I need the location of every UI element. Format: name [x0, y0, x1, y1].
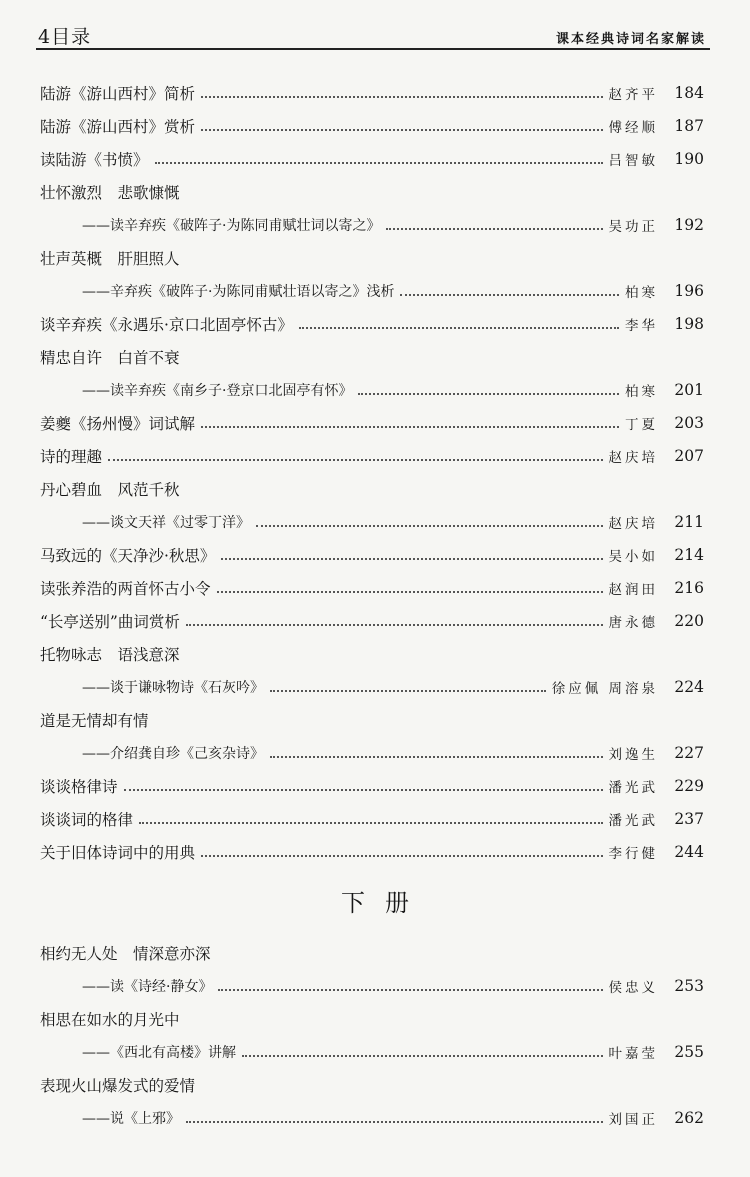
leader-dots: [218, 979, 602, 991]
toc-entry-page: 201: [674, 380, 704, 399]
toc-entry-author: 丁夏: [625, 416, 658, 433]
toc-entry[interactable]: [0, 1035, 750, 1068]
toc-entry-title: 相思在如水的月光中: [40, 1010, 180, 1029]
toc-entry-title: ——辛弃疾《破阵子·为陈同甫赋壮语以寄之》浅析: [82, 283, 395, 300]
toc-entry-author: 赵庆培: [608, 515, 658, 532]
toc-entry[interactable]: [0, 969, 750, 1002]
toc-entry-page: 198: [674, 314, 704, 333]
toc-entry[interactable]: [0, 802, 750, 835]
toc-entry-title: “长亭送别”曲词赏析: [40, 612, 180, 631]
toc-entry-title: ——介绍龚自珍《己亥杂诗》: [82, 745, 264, 762]
leader-dots: [358, 383, 619, 395]
toc-entry[interactable]: [0, 109, 750, 142]
leader-dots: [386, 218, 602, 230]
toc-entry[interactable]: [0, 274, 750, 307]
page-number-label: 4目录: [38, 26, 92, 48]
toc-entry[interactable]: [0, 604, 750, 637]
toc-entry[interactable]: [0, 670, 750, 703]
table-of-contents: [0, 76, 750, 1134]
book-title: 课本经典诗词名家解读: [555, 32, 706, 47]
leader-dots: [299, 317, 619, 329]
toc-entry-title: 诗的理趣: [40, 447, 103, 466]
section-title: 下册: [341, 889, 429, 917]
toc-entry[interactable]: [0, 307, 750, 340]
toc-entry-author: 傅经顺: [608, 119, 658, 136]
toc-entry-author: 刘逸生: [608, 746, 658, 763]
toc-heading: [0, 936, 750, 969]
toc-entry-title: 壮声英概 肝胆照人: [40, 249, 180, 268]
toc-entry-author: 柏寒: [625, 284, 658, 301]
toc-entry-author: 侯忠义: [608, 979, 658, 996]
toc-entry[interactable]: [0, 208, 750, 241]
toc-entry-title: 相约无人处 情深意亦深: [40, 944, 211, 963]
toc-entry-page: 224: [674, 677, 704, 696]
toc-entry-title: 姜夔《扬州慢》词试解: [40, 414, 196, 433]
toc-entry[interactable]: [0, 1101, 750, 1134]
toc-entry-page: 184: [674, 83, 704, 102]
toc-entry[interactable]: [0, 439, 750, 472]
leader-dots: [400, 284, 619, 296]
toc-entry-page: 192: [674, 215, 704, 234]
toc-entry-author: 潘光武: [608, 812, 658, 829]
toc-entry[interactable]: [0, 538, 750, 571]
leader-dots: [256, 515, 603, 527]
toc-entry-page: 214: [674, 545, 704, 564]
leader-dots: [270, 680, 546, 692]
toc-entry[interactable]: [0, 769, 750, 802]
toc-entry-page: 244: [674, 842, 704, 861]
toc-entry-title: ——《西北有高楼》讲解: [82, 1044, 236, 1061]
leader-dots: [155, 152, 603, 164]
toc-entry-page: 187: [674, 116, 704, 135]
leader-dots: [221, 548, 602, 560]
toc-entry-title: 精忠自许 白首不衰: [40, 348, 180, 367]
toc-entry-page: 255: [674, 1042, 704, 1061]
toc-entry-author: 唐永德: [608, 614, 658, 631]
toc-entry[interactable]: [0, 406, 750, 439]
leader-dots: [186, 614, 603, 626]
toc-entry[interactable]: [0, 76, 750, 109]
leader-dots: [186, 1111, 603, 1123]
page-header: [38, 18, 706, 50]
toc-entry-page: 262: [674, 1108, 704, 1127]
toc-entry-author: 徐应佩 周溶泉: [551, 680, 658, 697]
toc-entry-author: 吴小如: [608, 548, 658, 565]
leader-dots: [201, 416, 619, 428]
toc-entry-page: 196: [674, 281, 704, 300]
toc-entry-title: ——谈于谦咏物诗《石灰吟》: [82, 679, 264, 696]
toc-heading: [0, 703, 750, 736]
toc-entry-title: ——读辛弃疾《南乡子·登京口北固亭有怀》: [82, 382, 353, 399]
toc-entry[interactable]: [0, 736, 750, 769]
leader-dots: [217, 581, 603, 593]
toc-entry-title: 表现火山爆发式的爱情: [40, 1076, 196, 1095]
toc-entry-title: 马致远的《天净沙·秋思》: [40, 546, 216, 565]
toc-entry-page: 190: [674, 149, 704, 168]
leader-dots: [124, 779, 603, 791]
toc-heading: [0, 241, 750, 274]
toc-entry-author: 刘国正: [608, 1111, 658, 1128]
leader-dots: [201, 845, 602, 857]
toc-entry-author: 潘光武: [608, 779, 658, 796]
toc-entry-page: 229: [674, 776, 704, 795]
toc-entry-page: 227: [674, 743, 704, 762]
toc-heading: [0, 1068, 750, 1101]
toc-entry-title: 托物咏志 语浅意深: [40, 645, 180, 664]
toc-entry[interactable]: [0, 571, 750, 604]
toc-entry-page: 203: [674, 413, 704, 432]
toc-entry-title: 陆游《游山西村》赏析: [40, 117, 196, 136]
toc-entry[interactable]: [0, 142, 750, 175]
toc-entry-page: 220: [674, 611, 704, 630]
toc-entry-title: 谈辛弃疾《永遇乐·京口北固亭怀古》: [40, 315, 293, 334]
toc-entry-author: 赵庆培: [608, 449, 658, 466]
toc-entry-title: 读张养浩的两首怀古小令: [40, 579, 211, 598]
toc-entry-title: ——读《诗经·静女》: [82, 978, 213, 995]
toc-entry[interactable]: [0, 835, 750, 868]
toc-entry-page: 211: [674, 512, 704, 531]
toc-entry[interactable]: [0, 505, 750, 538]
toc-entry-author: 叶嘉莹: [608, 1045, 658, 1062]
toc-entry-author: 李华: [625, 317, 658, 334]
toc-heading: [0, 472, 750, 505]
toc-entry-title: 道是无情却有情: [40, 711, 149, 730]
toc-entry-title: 谈谈格律诗: [40, 777, 118, 796]
toc-entry-title: 关于旧体诗词中的用典: [40, 843, 196, 862]
toc-heading: [0, 175, 750, 208]
toc-entry-page: 253: [674, 976, 704, 995]
toc-upper-volume: [0, 76, 750, 868]
toc-lower-volume: [0, 936, 750, 1134]
toc-entry-title: ——谈文天祥《过零丁洋》: [82, 514, 250, 531]
toc-entry-author: 赵润田: [608, 581, 658, 598]
toc-entry-page: 216: [674, 578, 704, 597]
leader-dots: [139, 812, 602, 824]
toc-entry-title: 读陆游《书愤》: [40, 150, 149, 169]
toc-entry-author: 吴功正: [608, 218, 658, 235]
leader-dots: [242, 1045, 603, 1057]
toc-entry-title: 谈谈词的格律: [40, 810, 134, 829]
toc-entry-title: 丹心碧血 风范千秋: [40, 480, 180, 499]
toc-entry[interactable]: [0, 373, 750, 406]
toc-entry-title: 陆游《游山西村》简析: [40, 84, 196, 103]
toc-entry-page: 207: [674, 446, 704, 465]
leader-dots: [108, 449, 602, 461]
toc-entry-title: 壮怀激烈 悲歌慷慨: [40, 183, 180, 202]
toc-heading: [0, 1002, 750, 1035]
toc-entry-author: 吕智敏: [608, 152, 658, 169]
toc-heading: [0, 637, 750, 670]
toc-entry-title: ——读辛弃疾《破阵子·为陈同甫赋壮词以寄之》: [82, 217, 381, 234]
header-divider: [36, 48, 710, 50]
toc-heading: [0, 340, 750, 373]
leader-dots: [270, 746, 603, 758]
toc-entry-author: 赵齐平: [608, 86, 658, 103]
leader-dots: [201, 119, 602, 131]
toc-entry-title: ——说《上邪》: [82, 1110, 180, 1127]
toc-entry-page: 237: [674, 809, 704, 828]
toc-entry-author: 柏寒: [625, 383, 658, 400]
toc-entry-author: 李行健: [608, 845, 658, 862]
leader-dots: [201, 86, 602, 98]
